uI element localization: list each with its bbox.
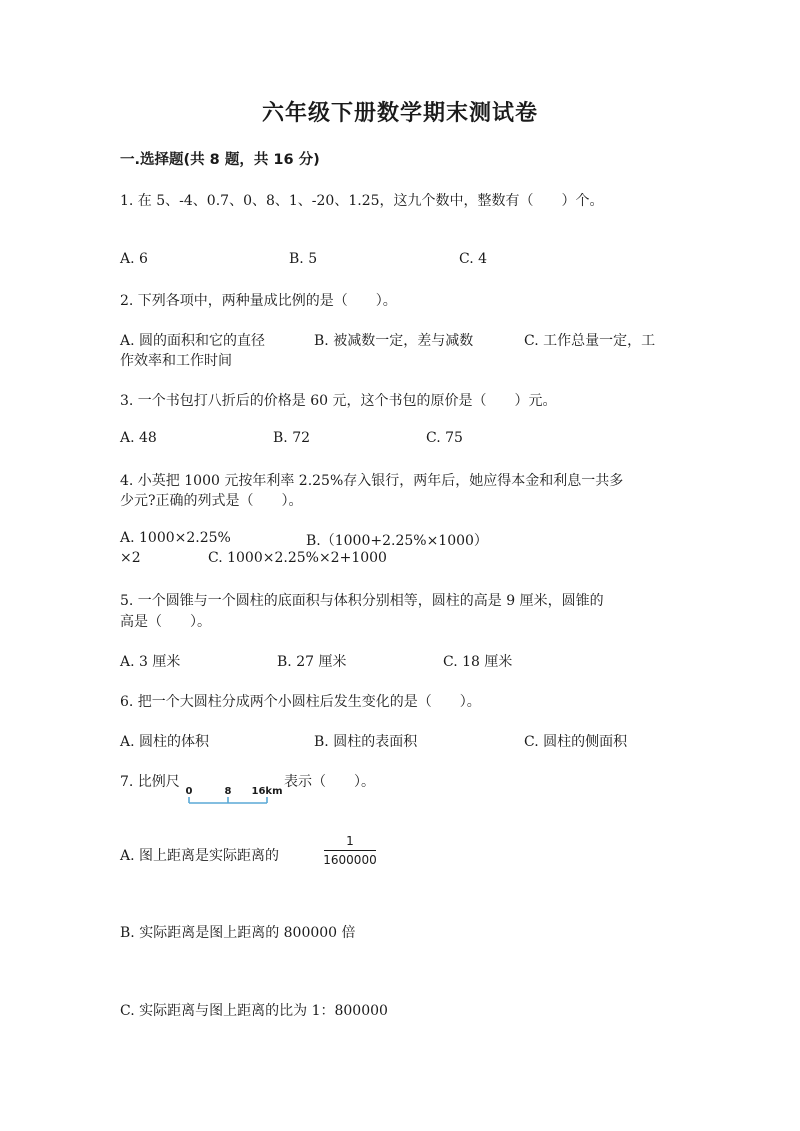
- question-1-option-c: C. 4: [459, 251, 488, 267]
- scale-label-16km: 16km: [251, 786, 283, 797]
- question-7-option-c: C. 实际距离与图上距离的比为 1：800000: [120, 1003, 388, 1019]
- question-7-stem-suffix: 表示（ ）。: [284, 774, 375, 790]
- question-4-stem-line-1: 4. 小英把 1000 元按年利率 2.25%存入银行，两年后，她应得本金和利息一共多: [120, 473, 624, 489]
- question-2-stem: 2. 下列各项中，两种量成比例的是（ ）。: [120, 293, 397, 309]
- question-5-option-b: B. 27 厘米: [277, 654, 347, 670]
- question-6-option-b: B. 圆柱的表面积: [314, 734, 418, 750]
- question-7-option-a: A. 图上距离是实际距离的: [120, 848, 280, 864]
- question-6-stem: 6. 把一个大圆柱分成两个小圆柱后发生变化的是（ ）。: [120, 694, 481, 710]
- question-3-option-c: C. 75: [426, 430, 463, 446]
- question-2-option-a: A. 圆的面积和它的直径: [120, 333, 266, 349]
- question-4-option-a: A. 1000×2.25%: [120, 530, 231, 546]
- question-4-stem-line-2: 少元?正确的列式是（ ）。: [120, 493, 303, 509]
- question-4-option-b: B.（1000+2.25%×1000）: [306, 533, 488, 549]
- scale-label-8: 8: [224, 786, 232, 797]
- question-6-option-c: C. 圆柱的侧面积: [524, 734, 628, 750]
- exam-title: 六年级下册数学期末测试卷: [261, 101, 538, 126]
- question-5-option-c: C. 18 厘米: [443, 654, 513, 670]
- scale-label-0: 0: [186, 786, 193, 797]
- question-4-option-b-continued: ×2: [120, 550, 141, 566]
- question-7-option-b: B. 实际距离是图上距离的 800000 倍: [120, 925, 356, 941]
- scale-bar: [186, 784, 286, 808]
- question-7-stem-prefix: 7. 比例尺: [120, 774, 180, 790]
- question-2-option-c-continued: 作效率和工作时间: [120, 353, 232, 369]
- question-2-option-c: C. 工作总量一定，工: [524, 333, 656, 349]
- question-5-stem-line-1: 5. 一个圆锥与一个圆柱的底面积与体积分别相等，圆柱的高是 9 厘米，圆锥的: [120, 593, 604, 609]
- question-1-option-b: B. 5: [289, 251, 318, 267]
- fraction-numerator: 1: [346, 834, 354, 848]
- question-1-stem: 1. 在 5、-4、0.7、0、8、1、-20、1.25，这九个数中，整数有（ ）个。: [120, 193, 604, 209]
- fraction-denominator: 1600000: [323, 853, 377, 867]
- question-1-option-a: A. 6: [120, 251, 148, 267]
- scale-line: [189, 797, 267, 803]
- question-5-option-a: A. 3 厘米: [120, 654, 181, 670]
- question-4-option-c: C. 1000×2.25%×2+1000: [208, 550, 387, 566]
- question-3-stem: 3. 一个书包打八折后的价格是 60 元，这个书包的原价是（ ）元。: [120, 393, 557, 409]
- question-6-option-a: A. 圆柱的体积: [120, 734, 210, 750]
- section-heading: 一.选择题(共 8 题，共 16 分): [120, 152, 320, 168]
- question-5-stem-line-2: 高是（ ）。: [120, 614, 211, 630]
- fraction-one-over-1600000: [322, 834, 378, 867]
- question-2-option-b: B. 被减数一定，差与减数: [314, 333, 474, 349]
- question-3-option-a: A. 48: [120, 430, 157, 446]
- question-3-option-b: B. 72: [273, 430, 311, 446]
